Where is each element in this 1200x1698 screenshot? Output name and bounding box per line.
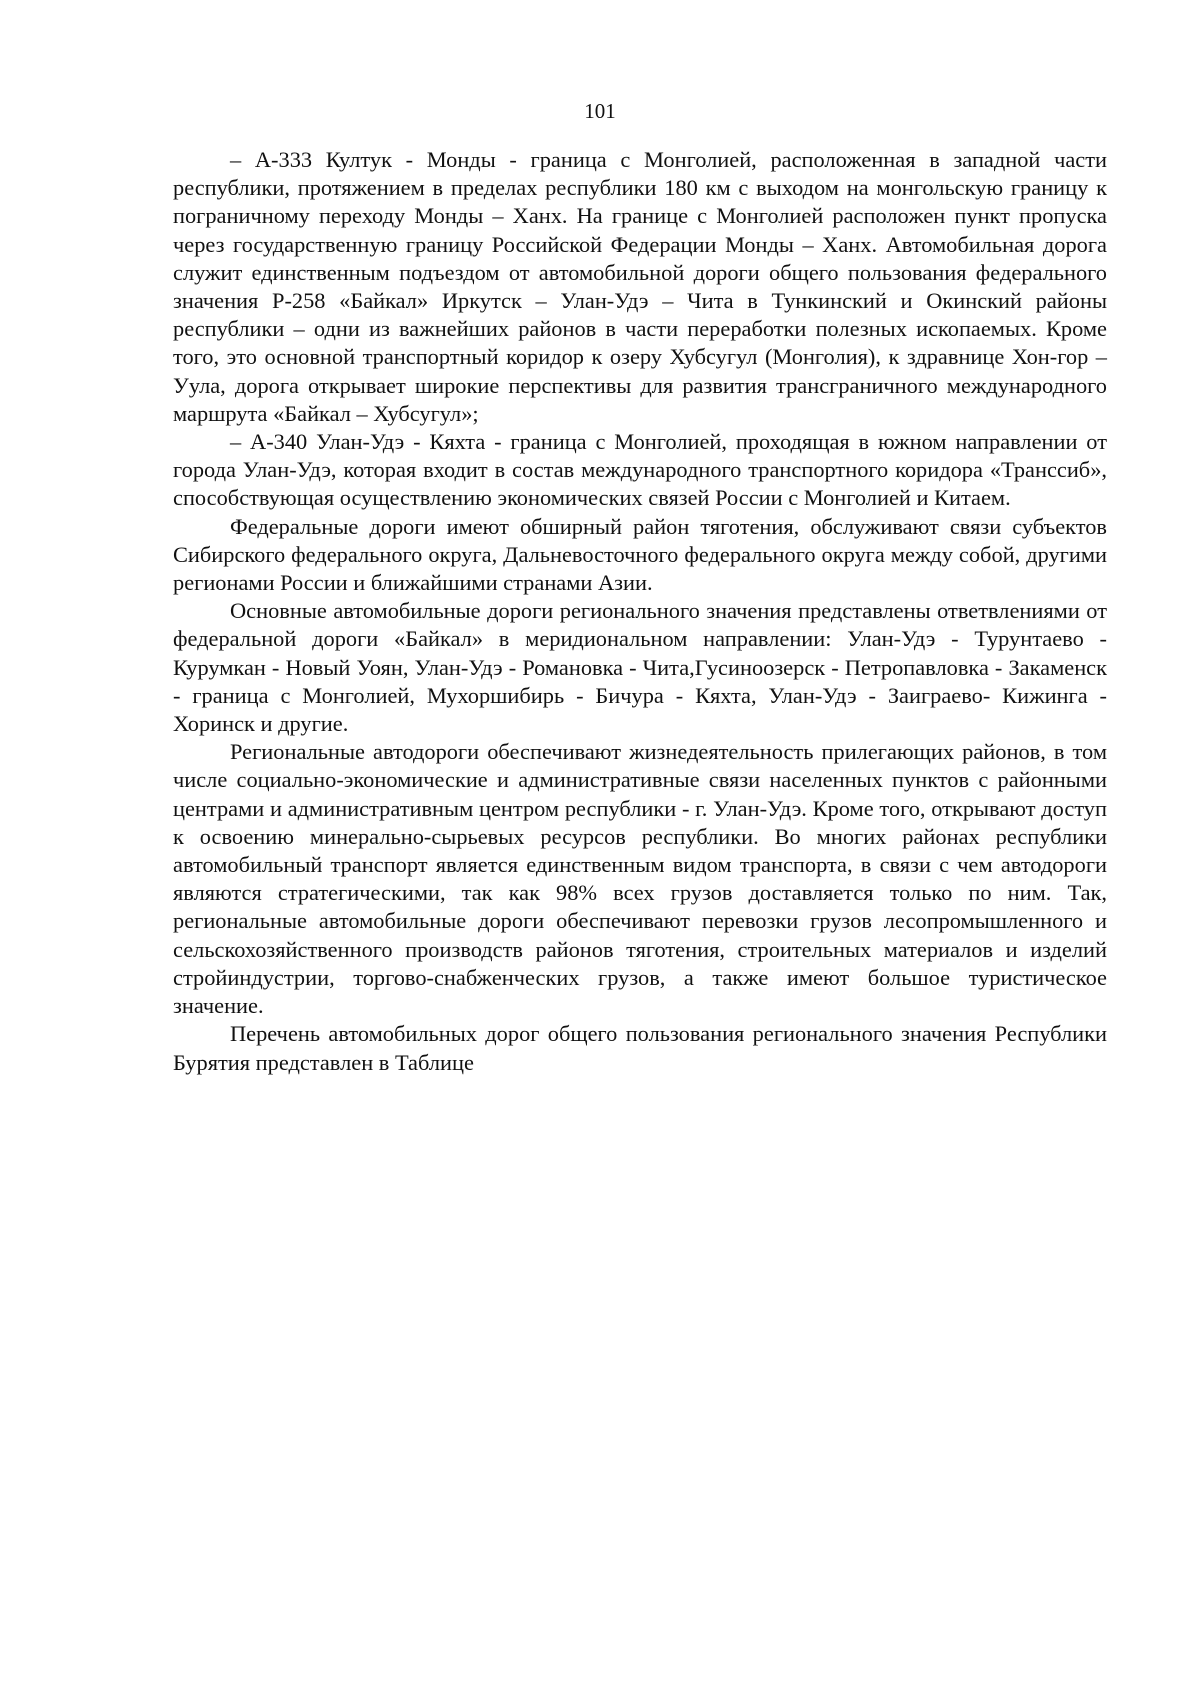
paragraph-federal-roads: Федеральные дороги имеют обширный район тяготения, обслуживают связи субъектов Сибирского федерального округа, Дальневосточного федерального округа между собой, другими регионами России и ближайшими странами Азии. (173, 513, 1107, 596)
paragraph-a333-road: – А-333 Култук - Монды - граница с Монголией, расположенная в западной части республики, протяжением в пределах республики 180 км с выходом на монгольскую границу к пограничному переходу Монды – Ханх. На границе с Монголией расположен пункт пропуска через государственную границу Российской Федерации Монды – Ханх. Автомобильная дорога служит единственным подъездом от автомобильной дороги общего пользования федерального значения Р-258 «Байкал» Иркутск – Улан-Удэ – Чита в Тункинский и Окинский районы республики – одни из важнейших районов в части переработки полезных ископаемых. Кроме того, это основной транспортный коридор к озеру Хубсугул (Монголия), к здравнице Хон-гор – Уула, дорога открывает широкие перспективы для развития трансграничного международного маршрута «Байкал – Хубсугул»; (173, 147, 1107, 426)
paragraph-roads-list-reference: Перечень автомобильных дорог общего пользования регионального значения Республики Бурятия представлен в Таблице (173, 1021, 1107, 1075)
page-number: 101 (584, 99, 616, 123)
paragraph-regional-main-roads: Основные автомобильные дороги регионального значения представлены ответвлениями от федеральной дороги «Байкал» в меридиональном направлении: Улан-Удэ - Турунтаево - Курумкан - Новый Уоян, Улан-Удэ - Романовка - Чита,Гусиноозерск - Петропавловка - Закаменск - граница с Монголией, Мухоршибирь - Бичура - Кяхта, Улан-Удэ - Заиграево- Кижинга - Хоринск и другие. (173, 598, 1107, 737)
paragraph-a340-road: – А-340 Улан-Удэ - Кяхта - граница с Монголией, проходящая в южном направлении от города Улан-Удэ, которая входит в состав международного транспортного коридора «Транссиб», способствующая осуществлению экономических связей России с Монголией и Китаем. (173, 429, 1107, 511)
body-text (173, 146, 1107, 1077)
paragraph-regional-roads-role: Региональные автодороги обеспечивают жизнедеятельность прилегающих районов, в том числе социально-экономические и административные связи населенных пунктов с районными центрами и административным центром республики - г. Улан-Удэ. Кроме того, открывают доступ к освоению минерально-сырьевых ресурсов республики. Во многих районах республики автомобильный транспорт является единственным видом транспорта, в связи с чем автодороги являются стратегическими, так как 98% всех грузов доставляется только по ним. Так, региональные автомобильные дороги обеспечивают перевозки грузов лесопромышленного и сельскохозяйственного производств районов тяготения, строительных материалов и изделий стройиндустрии, торгово-снабженческих грузов, а также имеют большое туристическое значение. (173, 739, 1107, 1019)
